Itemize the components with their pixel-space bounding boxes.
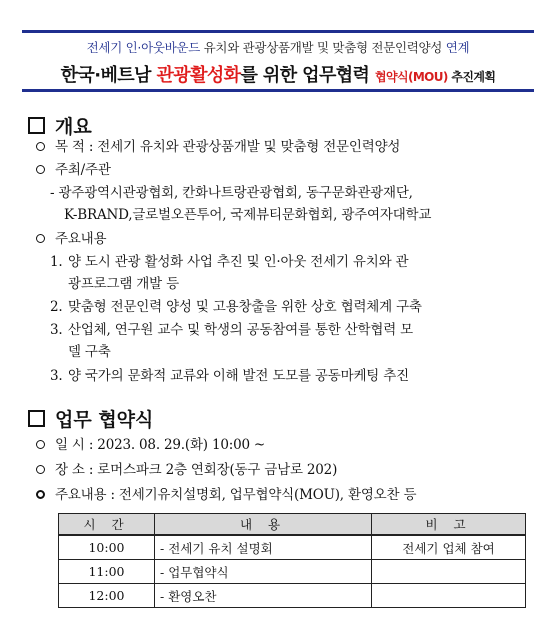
title-highlight: 관광활성화 bbox=[156, 65, 241, 86]
circle-bullet-icon bbox=[36, 165, 45, 174]
content-item-3 bbox=[50, 321, 413, 339]
title-subtitle bbox=[22, 38, 534, 56]
content-label-text: 주요내용 bbox=[55, 231, 107, 247]
schedule-table bbox=[58, 513, 526, 608]
circle-bullet-icon bbox=[36, 234, 45, 243]
subtitle-suffix: 연계 bbox=[445, 40, 470, 55]
item-number: 3. bbox=[50, 368, 63, 384]
subtitle-main: 유치와 관광상품개발 및 맞춤형 전문인력양성 bbox=[199, 40, 446, 55]
row-time: 12:00 bbox=[59, 584, 155, 608]
ceremony-datetime bbox=[36, 436, 265, 454]
hosts-line-1: - 광주광역시관광협회, 칸화나트랑관광협회, 동구문화관광재단, bbox=[50, 185, 413, 201]
title-prefix: 한국·베트남 bbox=[60, 65, 157, 86]
row-content: - 전세기 유치 설명회 bbox=[155, 535, 372, 560]
datetime-text: 일 시 : 2023. 08. 29.(화) 10:00 ~ bbox=[55, 437, 266, 453]
content-item-1 bbox=[50, 253, 408, 271]
content-item-4 bbox=[50, 367, 409, 385]
row-content: - 환영오찬 bbox=[155, 584, 372, 608]
row-note bbox=[372, 560, 526, 584]
item-text: 양 도시 관광 활성화 사업 추진 및 인·아웃 전세기 유치와 관 bbox=[68, 254, 409, 270]
row-time: 11:00 bbox=[59, 560, 155, 584]
section-overview-heading bbox=[28, 112, 92, 139]
item-number: 1. bbox=[50, 254, 63, 270]
circle-bullet-icon bbox=[36, 440, 45, 449]
row-time: 10:00 bbox=[59, 535, 155, 560]
header-content: 내 용 bbox=[155, 514, 372, 536]
ceremony-heading-text: 업무 협약식 bbox=[55, 409, 154, 431]
row-note bbox=[372, 584, 526, 608]
section-ceremony-heading bbox=[28, 405, 153, 432]
table-row bbox=[59, 560, 526, 584]
circle-bullet-icon bbox=[36, 465, 45, 474]
purpose-text: 목 적 : 전세기 유치와 관광상품개발 및 맞춤형 전문인력양성 bbox=[55, 139, 401, 155]
item-text: 산업체, 연구원 교수 및 학생의 공동참여를 통한 산학협력 모 bbox=[68, 322, 414, 338]
checkbox-square-icon bbox=[28, 117, 45, 134]
row-content: - 업무협약식 bbox=[155, 560, 372, 584]
hosts-label-text: 주최/주관 bbox=[55, 162, 111, 178]
ceremony-content-text: 주요내용 : 전세기유치설명회, 업무협약식(MOU), 환영오찬 등 bbox=[55, 487, 417, 503]
item-text: 맞춤형 전문인력 양성 및 고용창출을 위한 상호 협력체계 구축 bbox=[68, 299, 422, 315]
table-row bbox=[59, 584, 526, 608]
overview-content-label bbox=[36, 230, 106, 248]
item-text: 양 국가의 문화적 교류와 이해 발전 도모를 공동마케팅 추진 bbox=[68, 368, 409, 384]
header-time: 시 간 bbox=[59, 514, 155, 536]
circle-bullet-icon bbox=[36, 142, 45, 151]
ceremony-content bbox=[36, 486, 416, 504]
content-item-2 bbox=[50, 298, 422, 316]
overview-purpose bbox=[36, 138, 400, 156]
ceremony-venue bbox=[36, 461, 337, 479]
title-middle: 를 위한 업무협력 bbox=[240, 65, 375, 86]
table-header-row bbox=[59, 514, 526, 536]
title-box bbox=[22, 30, 534, 92]
overview-hosts-label bbox=[36, 161, 111, 179]
item-number: 2. bbox=[50, 299, 63, 315]
page-title bbox=[22, 61, 534, 87]
hosts-line-2: K-BRAND,글로벌오픈투어, 국제뷰티문화협회, 광주여자대학교 bbox=[64, 207, 432, 223]
row-note: 전세기 업체 참여 bbox=[372, 535, 526, 560]
header-note: 비 고 bbox=[372, 514, 526, 536]
title-mou: 협약식(MOU) bbox=[374, 70, 448, 84]
title-suffix: 추진계획 bbox=[447, 70, 496, 84]
item-number: 3. bbox=[50, 322, 63, 338]
content-item-3-cont: 델 구축 bbox=[68, 344, 111, 360]
circle-bullet-icon bbox=[36, 490, 45, 499]
checkbox-square-icon bbox=[28, 410, 45, 427]
venue-text: 장 소 : 로머스파크 2층 연회장(동구 금남로 202) bbox=[55, 462, 338, 478]
subtitle-prefix: 전세기 인·아웃바운드 bbox=[86, 40, 200, 55]
content-item-1-cont: 광프로그램 개발 등 bbox=[68, 276, 179, 292]
overview-heading-text: 개요 bbox=[55, 116, 92, 138]
table-row bbox=[59, 535, 526, 560]
